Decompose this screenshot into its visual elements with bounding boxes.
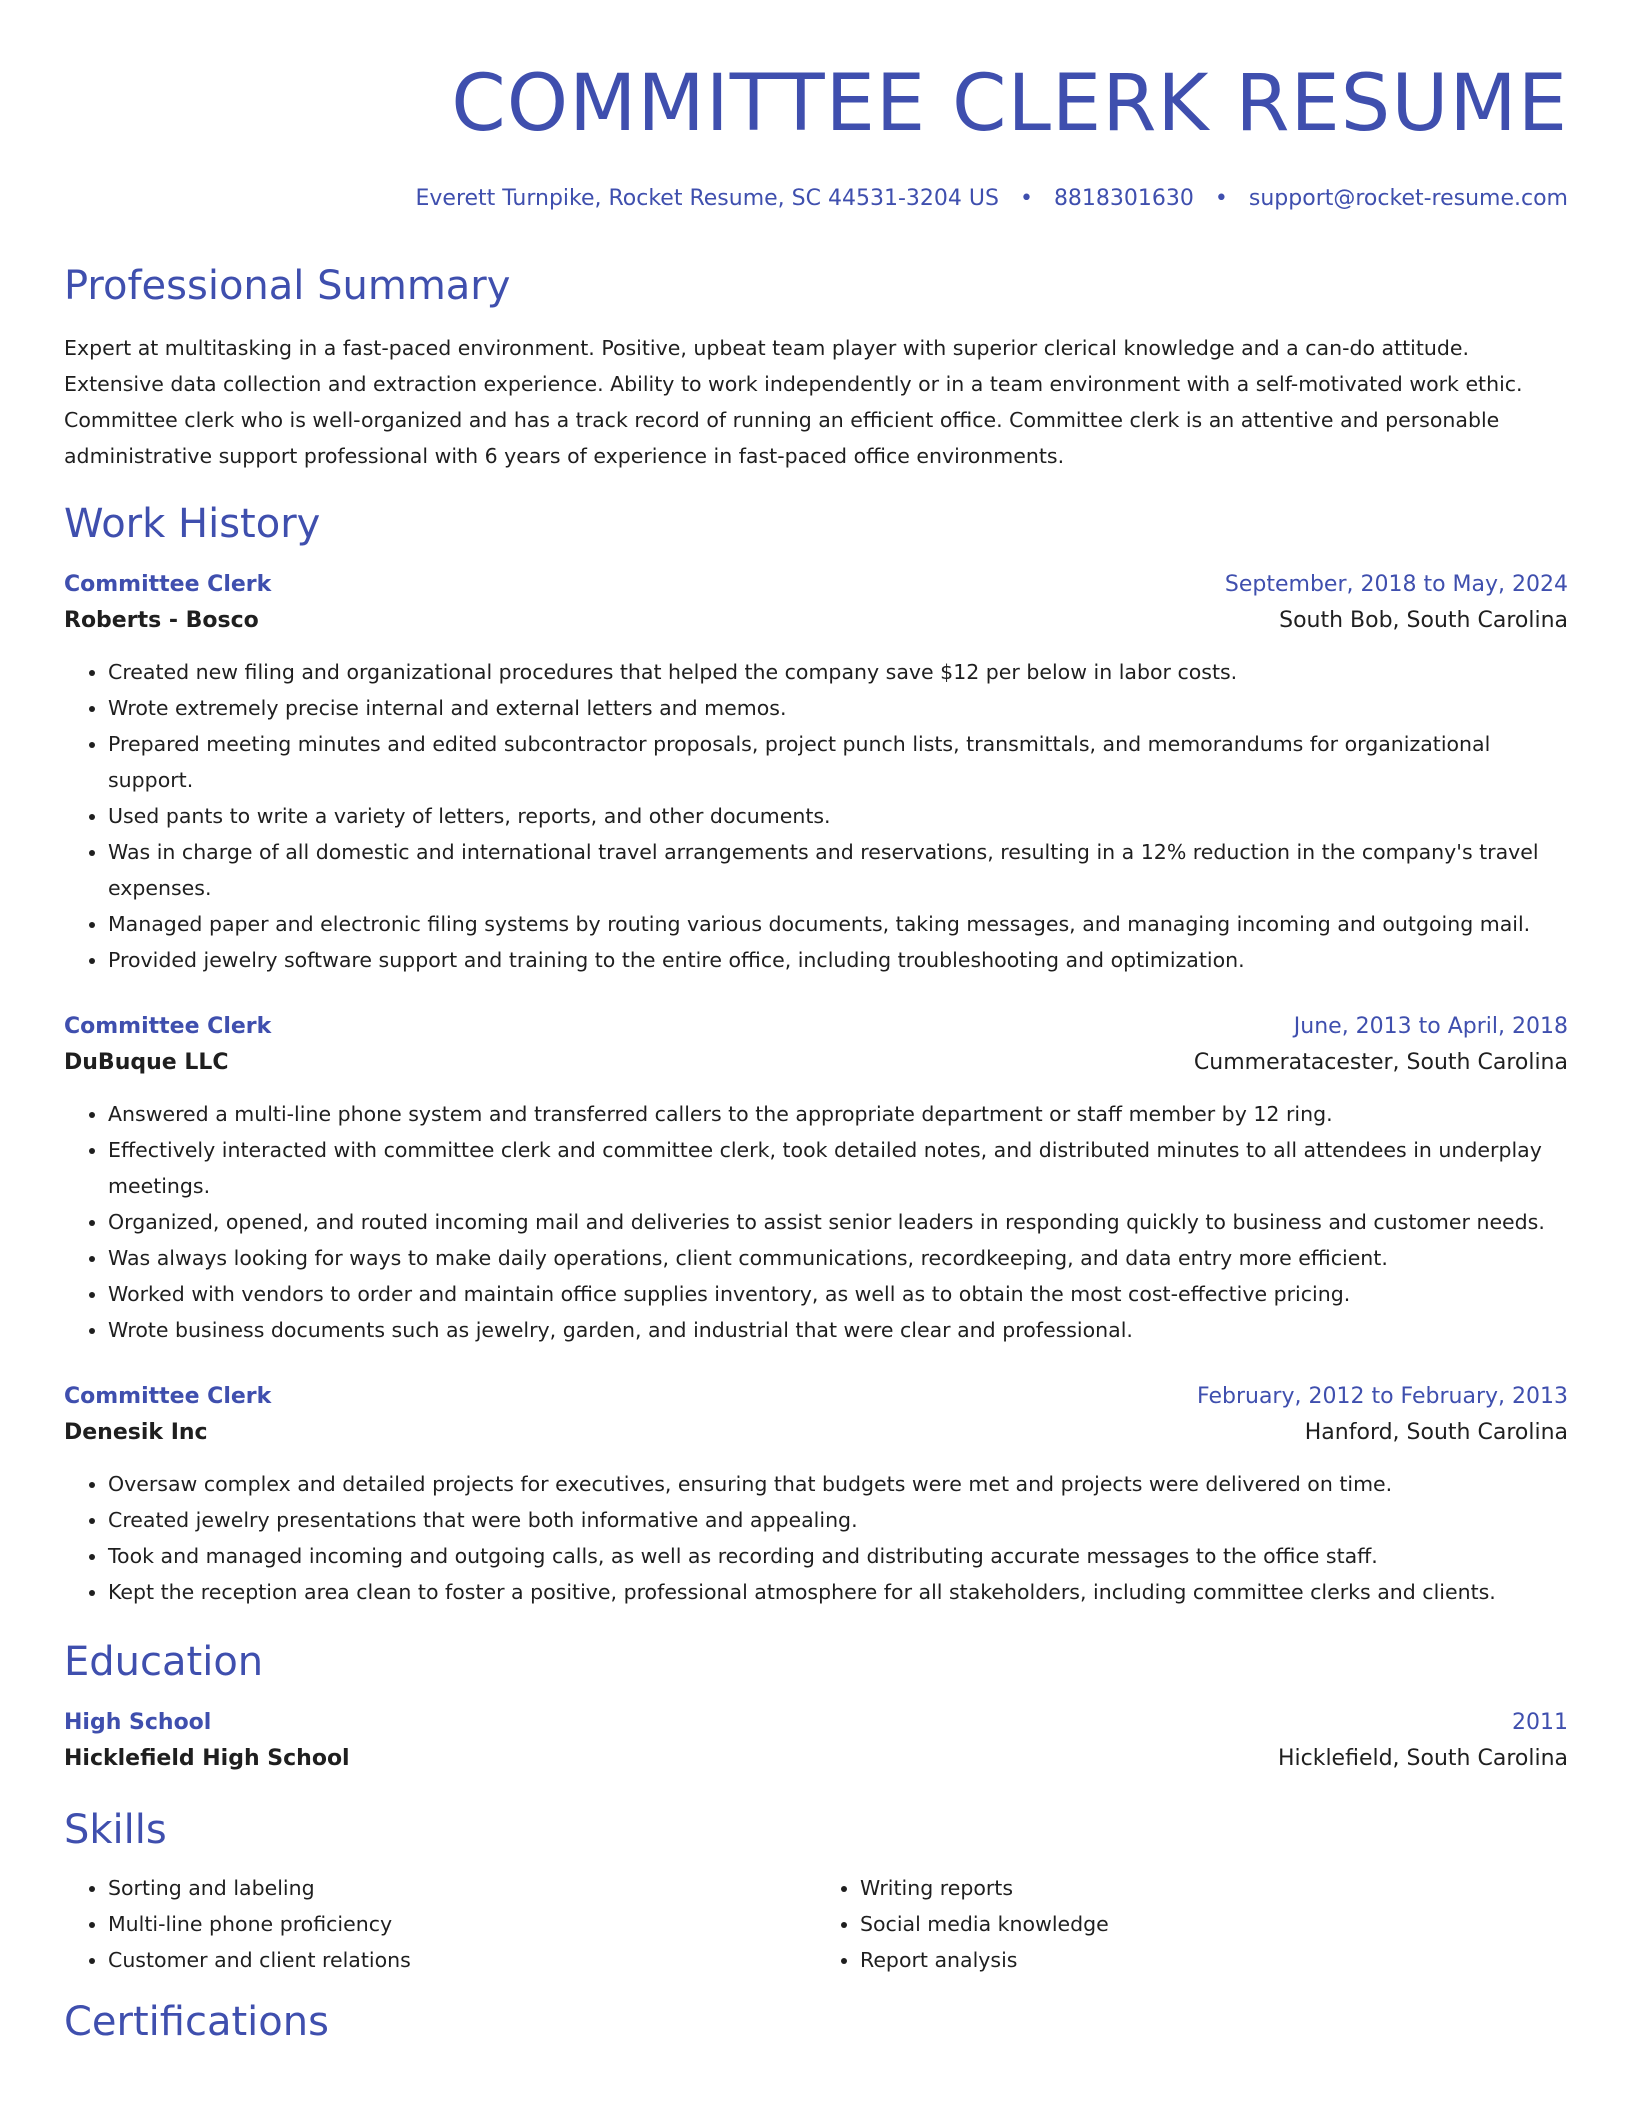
job-dates: September, 2018 to May, 2024 (1224, 572, 1568, 597)
skills-column-right (816, 1870, 1568, 1978)
job-bullet: • Wrote extremely precise internal and external letters and memos. (108, 690, 1568, 726)
education-section (64, 1636, 1568, 1778)
job-dates: June, 2013 to April, 2018 (1293, 1014, 1568, 1039)
job-bullet: • Kept the reception area clean to foster a positive, professional atmosphere for all stakeholders, including committee clerks and clients. (108, 1574, 1568, 1610)
job-location: South Bob, South Carolina (1279, 608, 1568, 633)
contact-separator: • (1019, 186, 1033, 211)
skills-section (64, 1804, 1568, 1978)
education-school: Hicklefield High School (64, 1746, 350, 1771)
job-title: Committee Clerk (64, 1384, 272, 1409)
job-bullet: • Managed paper and electronic filing systems by routing various documents, taking messages, and managing incoming and outgoing mail. (108, 906, 1568, 942)
work-history-section (64, 498, 1568, 1610)
education-year: 2011 (1512, 1710, 1568, 1735)
job-dates: February, 2012 to February, 2013 (1197, 1384, 1568, 1409)
contact-address: Everett Turnpike, Rocket Resume, SC 44531-3204 US (415, 186, 999, 211)
education-degree: High School (64, 1710, 212, 1735)
job-location: Hanford, South Carolina (1304, 1420, 1568, 1445)
job-bullet: • Answered a multi-line phone system and transferred callers to the appropriate department or staff member by 12 ring. (108, 1096, 1568, 1132)
contact-line (64, 184, 1568, 214)
education-entry (64, 1706, 1568, 1778)
job-bullet: • Was in charge of all domestic and international travel arrangements and reservations, resulting in a 12% reduction in the company's travel expenses. (108, 834, 1568, 906)
job-bullet: • Effectively interacted with committee clerk and committee clerk, took detailed notes, and distributed minutes to all attendees in underplay meetings. (108, 1132, 1568, 1204)
skill-item: • Customer and client relations (108, 1942, 816, 1978)
job-bullet: • Used pants to write a variety of letters, reports, and other documents. (108, 798, 1568, 834)
job-bullet: • Wrote business documents such as jewelry, garden, and industrial that were clear and professional. (108, 1312, 1568, 1348)
job-bullets (64, 1466, 1568, 1610)
skills-column-left (64, 1870, 816, 1978)
job-bullet: • Provided jewelry software support and training to the entire office, including troubleshooting and optimization. (108, 942, 1568, 978)
job-bullet: • Organized, opened, and routed incoming mail and deliveries to assist senior leaders in responding quickly to business and customer needs. (108, 1204, 1568, 1240)
job-bullets (64, 654, 1568, 978)
job-entry (64, 568, 1568, 978)
job-company: Roberts - Bosco (64, 608, 259, 633)
summary-section (64, 260, 1568, 474)
contact-email: support@rocket-resume.com (1248, 186, 1568, 211)
work-history-heading: Work History (64, 501, 321, 547)
job-bullet: • Prepared meeting minutes and edited subcontractor proposals, project punch lists, transmittals, and memorandums for organizational support. (108, 726, 1568, 798)
skills-heading: Skills (64, 1807, 167, 1853)
skill-item: • Writing reports (860, 1870, 1568, 1906)
contact-phone: 8818301630 (1053, 186, 1194, 211)
job-entry (64, 1380, 1568, 1610)
job-title: Committee Clerk (64, 1014, 272, 1039)
summary-heading: Professional Summary (64, 263, 511, 309)
contact-separator: • (1214, 186, 1228, 211)
education-heading: Education (64, 1639, 264, 1685)
resume-header (64, 0, 1568, 214)
resume-title: COMMITTEE CLERK RESUME (451, 59, 1568, 149)
skill-item: • Sorting and labeling (108, 1870, 816, 1906)
skill-item: • Social media knowledge (860, 1906, 1568, 1942)
job-bullet: • Took and managed incoming and outgoing calls, as well as recording and distributing accurate messages to the office staff. (108, 1538, 1568, 1574)
job-title: Committee Clerk (64, 572, 272, 597)
education-location: Hicklefield, South Carolina (1277, 1746, 1568, 1771)
job-entry (64, 1010, 1568, 1348)
next-section-heading: Certifications (64, 1999, 329, 2045)
job-bullet: • Worked with vendors to order and maintain office supplies inventory, as well as to obtain the most cost-effective pricing. (108, 1276, 1568, 1312)
job-bullet: • Created jewelry presentations that were both informative and appealing. (108, 1502, 1568, 1538)
job-company: Denesik Inc (64, 1420, 208, 1445)
skill-item: • Report analysis (860, 1942, 1568, 1978)
job-bullets (64, 1096, 1568, 1348)
job-bullet: • Was always looking for ways to make daily operations, client communications, recordkeeping, and data entry more efficient. (108, 1240, 1568, 1276)
job-location: Cummeratacester, South Carolina (1193, 1050, 1568, 1075)
summary-text: Expert at multitasking in a fast-paced environment. Positive, upbeat team player with superior clerical knowledge and a can-do attitude. Extensive data collection and extraction experience. Ability to work independently or in a team environment with a self-motivated work ethic. Committee clerk who is well-organized and has a track record of running an efficient office. Committee clerk is an attentive and personable administrative support professional with 6 years of experience in fast-paced office environments. (64, 336, 1523, 468)
job-bullet: • Created new filing and organizational procedures that helped the company save $12 per below in labor costs. (108, 654, 1568, 690)
job-company: DuBuque LLC (64, 1050, 229, 1075)
job-bullet: • Oversaw complex and detailed projects for executives, ensuring that budgets were met and projects were delivered on time. (108, 1466, 1568, 1502)
skill-item: • Multi-line phone proficiency (108, 1906, 816, 1942)
skills-grid (64, 1870, 1568, 1978)
